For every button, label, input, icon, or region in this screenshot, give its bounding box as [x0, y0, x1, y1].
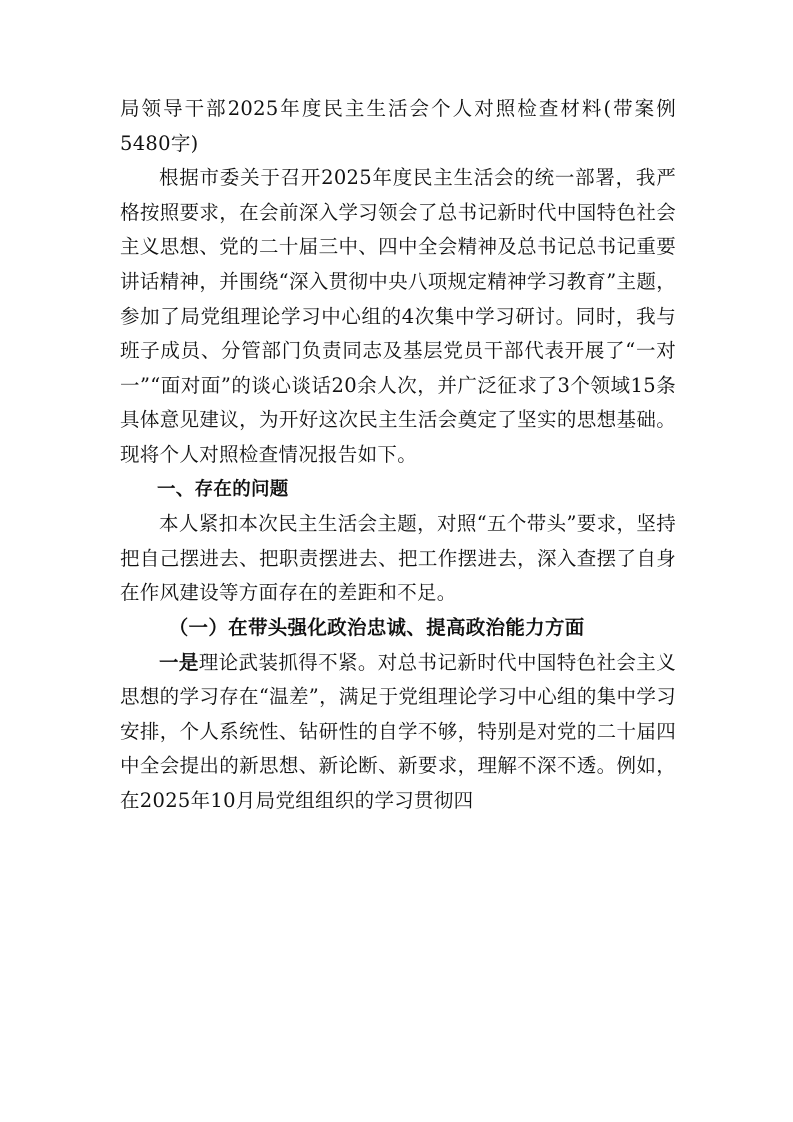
- point-lead-label: 一是: [159, 650, 199, 674]
- section-heading-problems: 一、存在的问题: [157, 478, 289, 500]
- point-paragraph-1: [120, 646, 676, 819]
- document-title: 局领导干部2025年度民主生活会个人对照检查材料(带案例5480字): [120, 97, 676, 155]
- section-intro-paragraph: 本人紧扣本次民主生活会主题，对照“五个带头”要求，坚持把自己摆进去、把职责摆进去、把工作摆进去，深入查摆了自身在作风建设等方面存在的差距和不足。: [120, 512, 676, 605]
- document-page: [120, 92, 676, 818]
- intro-paragraph: 根据市委关于召开2025年度民主生活会的统一部署，我严格按照要求，在会前深入学习领会了总书记新时代中国特色社会主义思想、党的二十届三中、四中全会精神及总书记总书记重要讲话精神，并围绕“深入贯彻中央八项规定精神学习教育”主题，参加了局党组理论学习中心组的4次集中学习研讨。同时，我与班子成员、分管部门负责同志及基层党员干部代表开展了“一对一”“面对面”的谈心谈话20余人次，并广泛征求了3个领域15条具体意见建议，为开好这次民主生活会奠定了坚实的思想基础。现将个人对照检查情况报告如下。: [120, 166, 676, 466]
- subsection-heading-political: （一）在带头强化政治忠诚、提高政治能力方面: [168, 615, 585, 639]
- point-body-text: 理论武装抓得不紧。对总书记新时代中国特色社会主义思想的学习存在“温差”，满足于党组理论学习中心组的集中学习安排，个人系统性、钻研性的自学不够，特别是对党的二十届四中全会提出的新思想、新论断、新要求，理解不深不透。例如，在2025年10月局党组组织的学习贯彻四: [120, 650, 676, 812]
